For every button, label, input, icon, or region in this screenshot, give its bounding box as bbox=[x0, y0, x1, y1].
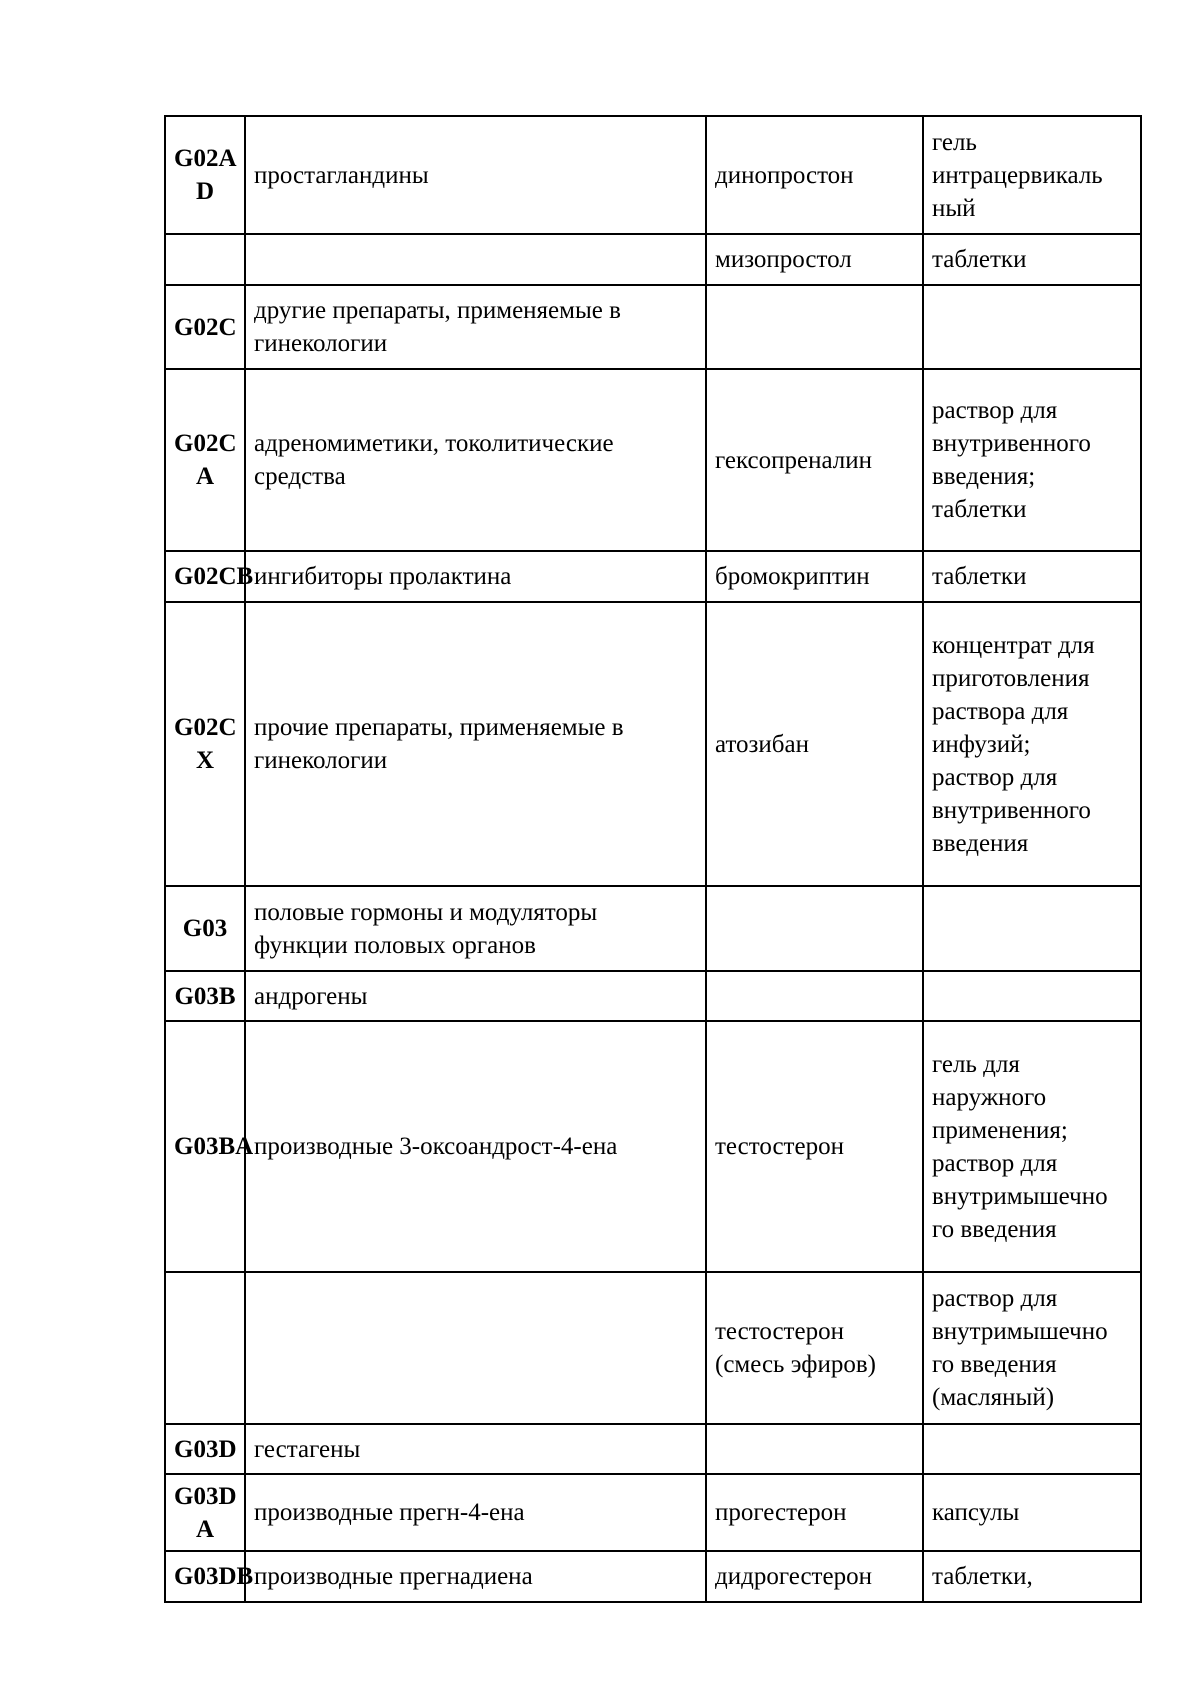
group-name-cell: гестагены bbox=[245, 1424, 706, 1474]
dosage-form-cell: таблетки bbox=[923, 234, 1141, 285]
drug-name-cell: атозибан bbox=[706, 602, 923, 886]
dosage-form-cell bbox=[923, 886, 1141, 971]
drug-name-cell: мизопростол bbox=[706, 234, 923, 285]
atc-code-cell: G03B bbox=[165, 971, 245, 1021]
drug-name-cell: тестостерон (смесь эфиров) bbox=[706, 1272, 923, 1424]
atc-code-cell: G03D bbox=[165, 1424, 245, 1474]
atc-code-cell: G02C A bbox=[165, 369, 245, 551]
group-name-cell: адреномиметики, токолитические средства bbox=[245, 369, 706, 551]
drug-name-cell bbox=[706, 971, 923, 1021]
drug-name-cell: прогестерон bbox=[706, 1474, 923, 1551]
dosage-form-cell bbox=[923, 1424, 1141, 1474]
atc-code-cell bbox=[165, 1272, 245, 1424]
group-name-cell: производные прегнадиена bbox=[245, 1551, 706, 1602]
drug-name-cell: тестостерон bbox=[706, 1021, 923, 1272]
atc-code-cell: G03D A bbox=[165, 1474, 245, 1551]
drug-name-cell: гексопреналин bbox=[706, 369, 923, 551]
dosage-form-cell bbox=[923, 285, 1141, 369]
table-row bbox=[165, 116, 1141, 234]
atc-code-cell: G03BA bbox=[165, 1021, 245, 1272]
table-row bbox=[165, 551, 1141, 602]
group-name-cell: производные прегн-4-ена bbox=[245, 1474, 706, 1551]
table-row bbox=[165, 971, 1141, 1021]
atc-code-cell: G02CB bbox=[165, 551, 245, 602]
drug-name-cell: бромокриптин bbox=[706, 551, 923, 602]
group-name-cell: другие препараты, применяемые в гинекологии bbox=[245, 285, 706, 369]
table-row bbox=[165, 369, 1141, 551]
table-row bbox=[165, 1551, 1141, 1602]
group-name-cell: простагландины bbox=[245, 116, 706, 234]
table-row bbox=[165, 1272, 1141, 1424]
table-row bbox=[165, 602, 1141, 886]
group-name-cell bbox=[245, 1272, 706, 1424]
dosage-form-cell: таблетки bbox=[923, 551, 1141, 602]
group-name-cell: прочие препараты, применяемые в гинекологии bbox=[245, 602, 706, 886]
drug-name-cell bbox=[706, 1424, 923, 1474]
drug-name-cell bbox=[706, 285, 923, 369]
group-name-cell: ингибиторы пролактина bbox=[245, 551, 706, 602]
table-row bbox=[165, 886, 1141, 971]
dosage-form-cell: концентрат для приготовления раствора для инфузий; раствор для внутривенного введения bbox=[923, 602, 1141, 886]
atc-code-cell: G02A D bbox=[165, 116, 245, 234]
dosage-form-cell: таблетки, bbox=[923, 1551, 1141, 1602]
dosage-form-cell: раствор для внутривенного введения; таблетки bbox=[923, 369, 1141, 551]
dosage-form-cell: гель для наружного применения; раствор для внутримышечно го введения bbox=[923, 1021, 1141, 1272]
drug-classification-table bbox=[164, 115, 1142, 1603]
drug-name-cell: динопростон bbox=[706, 116, 923, 234]
group-name-cell: производные 3-оксоандрост-4-ена bbox=[245, 1021, 706, 1272]
atc-code-cell bbox=[165, 234, 245, 285]
atc-code-cell: G02C X bbox=[165, 602, 245, 886]
group-name-cell bbox=[245, 234, 706, 285]
group-name-cell: андрогены bbox=[245, 971, 706, 1021]
drug-name-cell: дидрогестерон bbox=[706, 1551, 923, 1602]
dosage-form-cell: гель интрацервикаль ный bbox=[923, 116, 1141, 234]
atc-code-cell: G03DB bbox=[165, 1551, 245, 1602]
table-row bbox=[165, 234, 1141, 285]
dosage-form-cell bbox=[923, 971, 1141, 1021]
drug-name-cell bbox=[706, 886, 923, 971]
dosage-form-cell: раствор для внутримышечно го введения (масляный) bbox=[923, 1272, 1141, 1424]
table-row bbox=[165, 1474, 1141, 1551]
table-row bbox=[165, 1424, 1141, 1474]
group-name-cell: половые гормоны и модуляторы функции половых органов bbox=[245, 886, 706, 971]
atc-code-cell: G03 bbox=[165, 886, 245, 971]
dosage-form-cell: капсулы bbox=[923, 1474, 1141, 1551]
table-row bbox=[165, 1021, 1141, 1272]
atc-code-cell: G02C bbox=[165, 285, 245, 369]
table-row bbox=[165, 285, 1141, 369]
